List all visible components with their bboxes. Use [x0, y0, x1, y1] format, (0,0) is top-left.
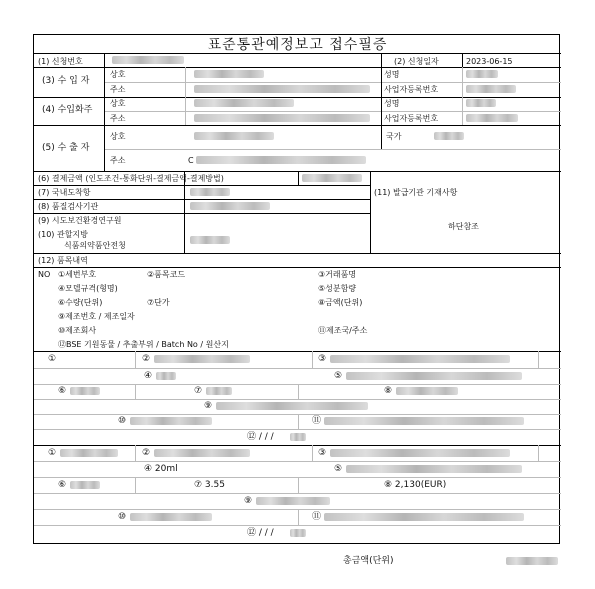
item1-marker-10: ⑩	[118, 416, 127, 426]
items-label: (12) 품목내역	[38, 256, 88, 265]
item1-marker-2: ②	[142, 354, 151, 364]
legend-model-spec: ④모델규격(형명)	[58, 284, 118, 293]
exporter-name-label: 상호	[110, 132, 126, 141]
legend-no: NO	[38, 270, 51, 279]
declaration-form	[33, 34, 560, 544]
item2-marker-11: ⑪	[312, 512, 322, 522]
arrival-port-redacted	[190, 188, 230, 196]
item1-marker-5: ⑤	[334, 371, 343, 381]
item1-marker-3: ③	[318, 354, 327, 364]
importer-address-label: 주소	[110, 85, 126, 94]
legend-bse: ⑫BSE 기원동물 / 추출부위 / Batch No / 원산지	[58, 340, 229, 349]
item1-marker-11: ⑪	[312, 416, 322, 426]
legend-mfg-country: ⑪제조국/주소	[318, 326, 368, 335]
item2-spec: ④ 20ml	[144, 464, 178, 474]
legend-quantity: ⑥수량(단위)	[58, 298, 103, 307]
item1-marker-8: ⑧	[384, 386, 393, 396]
item1-marker-1: ①	[48, 354, 57, 364]
legend-mfg-number: ⑨제조번호 / 제조일자	[58, 312, 135, 321]
item1-bse-redacted	[290, 433, 306, 441]
provincial-institute-label: (9) 시도보건환경연구원	[38, 216, 122, 225]
item2-bse: ⑫ / / /	[247, 528, 274, 538]
exporter-address-redacted	[196, 156, 366, 164]
item1-mfg-number-redacted	[216, 402, 368, 410]
importer-label: (3) 수 입 자	[42, 76, 90, 86]
item1-marker-7: ⑦	[194, 386, 203, 396]
item1-mfg-country-redacted	[324, 417, 524, 425]
item2-mfg-number-redacted	[256, 497, 330, 505]
owner-name-label: 상호	[110, 99, 126, 108]
item2-manufacturer-redacted	[130, 513, 212, 521]
item2-marker-5: ⑤	[334, 464, 343, 474]
item2-item-code-redacted	[154, 449, 250, 457]
item1-ingredient-redacted	[346, 372, 522, 380]
regional-fda-label-1: (10) 관할지방	[38, 230, 88, 239]
legend-hs-code: ①세번부호	[58, 270, 97, 279]
legend-amount: ⑧금액(단위)	[318, 298, 363, 307]
owner-label: (4) 수입화주	[42, 105, 93, 115]
item2-ingredient-redacted	[346, 465, 522, 473]
item1-quantity-redacted	[70, 387, 100, 395]
item1-spec-redacted	[156, 372, 176, 380]
owner-rep-label: 성명	[384, 99, 400, 108]
exporter-label: (5) 수 출 자	[42, 143, 90, 153]
exporter-country-redacted	[434, 132, 464, 140]
importer-name-redacted	[194, 70, 264, 78]
item2-quantity-redacted	[70, 481, 100, 489]
item2-marker-3: ③	[318, 448, 327, 458]
owner-rep-redacted	[466, 99, 496, 107]
total-amount-redacted	[506, 557, 558, 565]
inspection-agency-label: (8) 품질검사기관	[38, 202, 99, 211]
importer-bizno-redacted	[466, 85, 516, 93]
item1-unit-price-redacted	[206, 387, 232, 395]
item2-amount: ⑧ 2,130(EUR)	[384, 480, 447, 490]
legend-item-code: ②품목코드	[147, 270, 186, 279]
item2-trade-name-redacted	[330, 449, 510, 457]
importer-rep-redacted	[466, 70, 498, 78]
importer-rep-label: 성명	[384, 70, 400, 79]
owner-name-redacted	[194, 99, 294, 107]
exporter-country-label: 국가	[386, 132, 402, 141]
exporter-address-label: 주소	[110, 156, 126, 165]
item2-unit-price: ⑦ 3.55	[194, 480, 225, 490]
item1-manufacturer-redacted	[130, 417, 212, 425]
owner-address-label: 주소	[110, 114, 126, 123]
application-date-value: 2023-06-15	[466, 57, 513, 66]
item2-marker-9: ⑨	[244, 496, 253, 506]
item2-mfg-country-redacted	[324, 513, 524, 521]
total-amount-label: 총금액(단위)	[343, 556, 394, 566]
form-title: 표준통관예정보고 접수필증	[207, 37, 388, 53]
legend-unit-price: ⑦단가	[147, 298, 170, 307]
importer-bizno-label: 사업자등록번호	[384, 85, 439, 94]
owner-address-redacted	[194, 114, 370, 122]
item1-amount-redacted	[396, 387, 458, 395]
item1-bse: ⑫ / / /	[247, 432, 274, 442]
arrival-port-label: (7) 국내도착항	[38, 188, 91, 197]
owner-bizno-label: 사업자등록번호	[384, 114, 439, 123]
application-number-label: (1) 신청번호	[38, 57, 83, 66]
item1-marker-4: ④	[144, 371, 153, 381]
issuer-notes-label: (11) 발급기관 기재사항	[374, 188, 458, 197]
exporter-address-prefix: C	[188, 156, 194, 165]
legend-trade-name: ③거래품명	[318, 270, 357, 279]
exporter-name-redacted	[194, 132, 274, 140]
item2-marker-2: ②	[142, 448, 151, 458]
item1-trade-name-redacted	[330, 355, 510, 363]
regional-fda-redacted	[190, 236, 230, 244]
issuer-notes-text: 하단참조	[448, 222, 479, 231]
inspection-agency-redacted	[190, 202, 270, 210]
payment-redacted	[302, 174, 362, 182]
legend-manufacturer: ⑩제조회사	[58, 326, 97, 335]
item1-marker-6: ⑥	[58, 386, 67, 396]
item2-bse-redacted	[290, 529, 306, 537]
importer-address-redacted	[194, 85, 370, 93]
item2-marker-1: ①	[48, 448, 57, 458]
item1-item-code-redacted	[154, 355, 250, 363]
item2-marker-10: ⑩	[118, 512, 127, 522]
legend-ingredient: ⑤성분함량	[318, 284, 357, 293]
application-date-label: (2) 신청일자	[394, 57, 439, 66]
owner-bizno-redacted	[466, 114, 518, 122]
item2-hs-code-redacted	[60, 449, 118, 457]
payment-label: (6) 결제금액 (인도조건-통화단위-결제금액-결제방법)	[38, 174, 224, 183]
importer-name-label: 상호	[110, 70, 126, 79]
application-number-redacted	[112, 56, 184, 64]
item1-marker-9: ⑨	[204, 401, 213, 411]
regional-fda-label-2: 식품의약품안전청	[64, 241, 126, 250]
item2-marker-6: ⑥	[58, 480, 67, 490]
